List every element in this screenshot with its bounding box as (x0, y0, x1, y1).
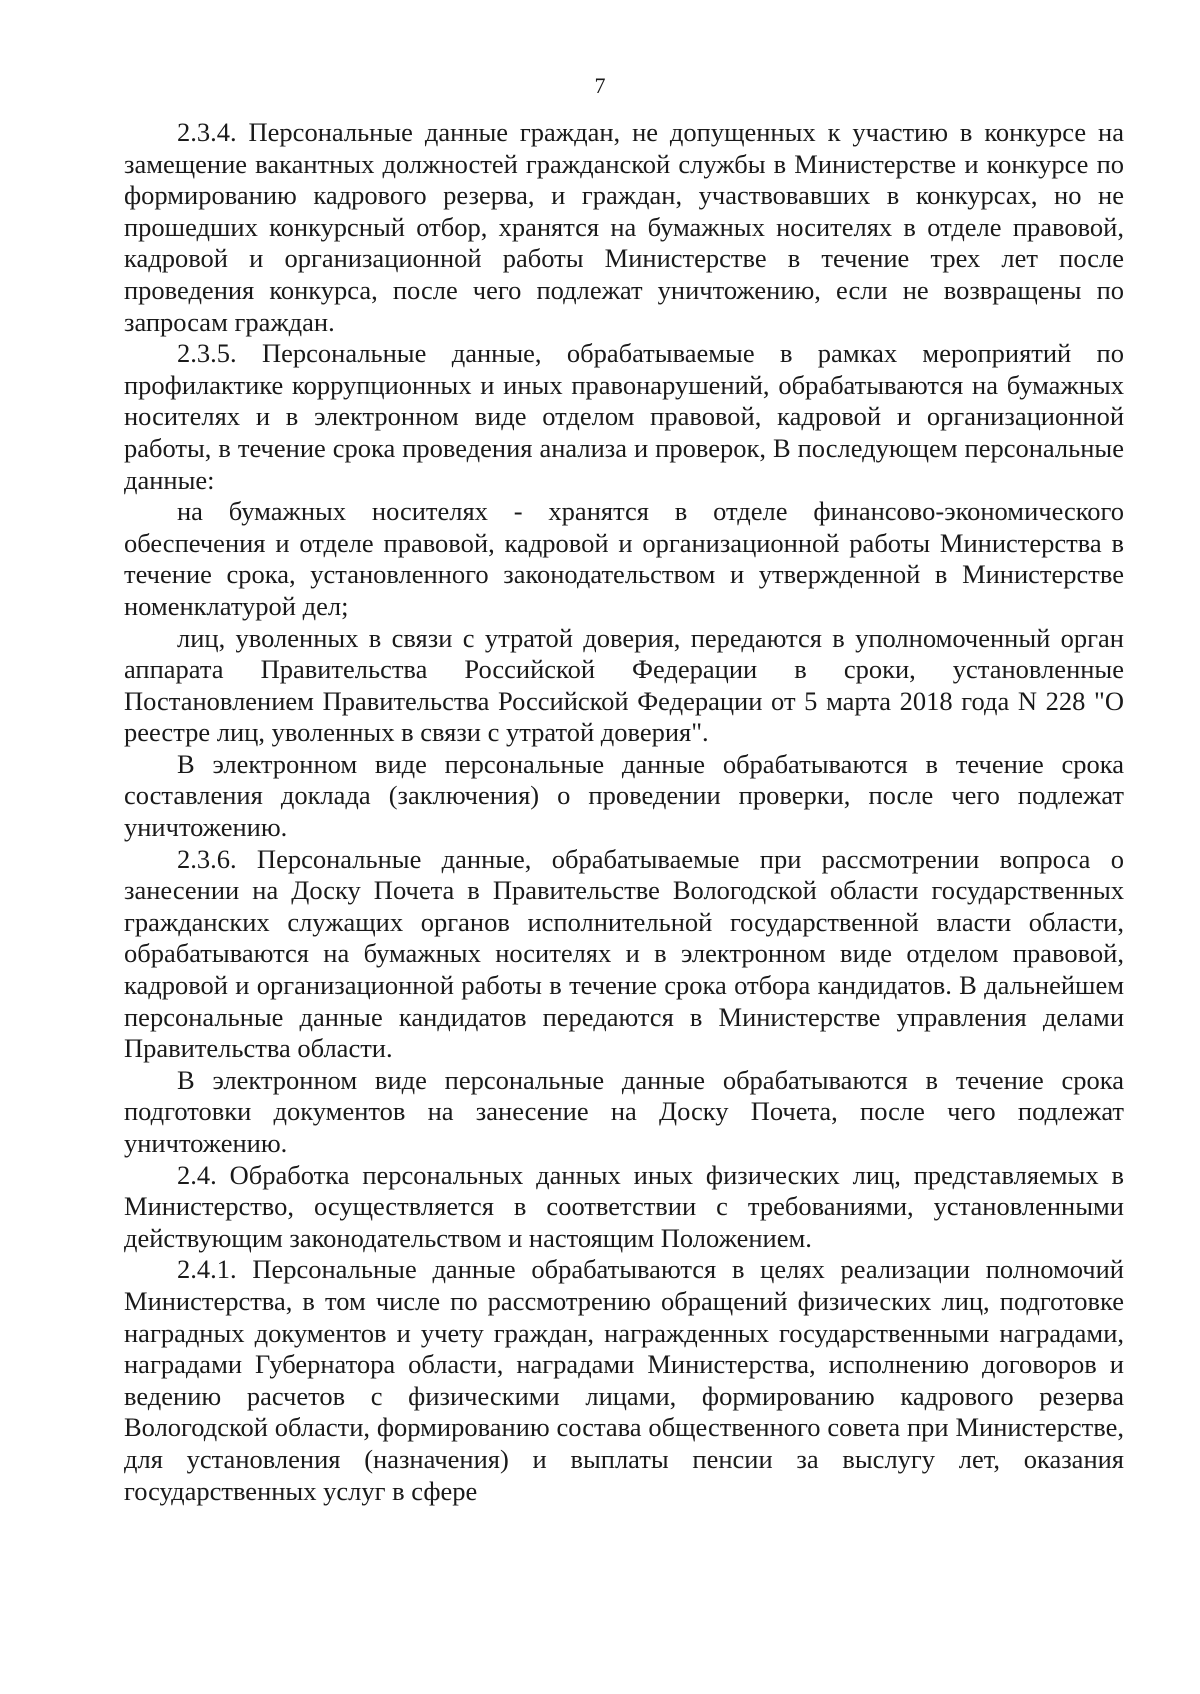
paragraph-electronic-honor-board: В электронном виде персональные данные обрабатываются в течение срока подготовки документов на занесение на Доску Почета, после чего подлежат уничтожению. (124, 1064, 1124, 1158)
document-body (124, 117, 1124, 1507)
page-number: 7 (594, 73, 606, 98)
paragraph-electronic-report: В электронном виде персональные данные обрабатываются в течение срока составления доклада (заключения) о проведении проверки, после чего подлежат уничтожению. (124, 748, 1124, 843)
paragraph-2-4: 2.4. Обработка персональных данных иных физических лиц, представляемых в Министерство, осуществляется в соответствии с требованиями, установленными действующим законодательством и настоящим Положением. (124, 1159, 1124, 1253)
paragraph-2-3-6: 2.3.6. Персональные данные, обрабатываемые при рассмотрении вопроса о занесении на Доску Почета в Правительстве Вологодской области государственных гражданских служащих органов исполнительной государственной власти области, обрабатываются на бумажных носителях и в электронном виде отделом правовой, кадровой и организационной работы в течение срока отбора кандидатов. В дальнейшем персональные данные кандидатов передаются в Министерстве управления делами Правительства области. (124, 843, 1124, 1064)
paragraph-paper-media: на бумажных носителях - хранятся в отделе финансово-экономического обеспечения и отделе правовой, кадровой и организационной работы Министерства в течение срока, установленного законодательством и утвержденной в Министерстве номенклатурой дел; (124, 496, 1124, 621)
paragraph-2-3-5: 2.3.5. Персональные данные, обрабатываемые в рамках мероприятий по профилактике коррупционных и иных правонарушений, обрабатываются на бумажных носителях и в электронном виде отделом правовой, кадровой и организационной работы, в течение срока проведения анализа и проверок, В последующем персональные данные: (124, 338, 1124, 495)
paragraph-dismissed-persons: лиц, уволенных в связи с утратой доверия, передаются в уполномоченный орган аппарата Правительства Российской Федерации в сроки, установленные Постановлением Правительства Российской Федерации от 5 марта 2018 года N 228 "О реестре лиц, уволенных в связи с утратой доверия". (124, 622, 1124, 748)
paragraph-2-4-1: 2.4.1. Персональные данные обрабатываются в целях реализации полномочий Министерства, в том числе по рассмотрению обращений физических лиц, подготовке наградных документов и учету граждан, награжденных государственными наградами, наградами Губернатора области, наградами Министерства, исполнению договоров и ведению расчетов с физическими лицами, формированию кадрового резерва Вологодской области, формированию состава общественного совета при Министерстве, для установления (назначения) и выплаты пенсии за выслугу лет, оказания государственных услуг в сфере (124, 1254, 1124, 1506)
paragraph-2-3-4: 2.3.4. Персональные данные граждан, не допущенных к участию в конкурсе на замещение вакантных должностей гражданской службы в Министерстве и конкурсе по формированию кадрового резерва, и граждан, участвовавших в конкурсах, но не прошедших конкурсный отбор, хранятся на бумажных носителях в отделе правовой, кадровой и организационной работы Министерстве в течение трех лет после проведения конкурса, после чего подлежат уничтожению, если не возвращены по запросам граждан. (124, 117, 1124, 337)
